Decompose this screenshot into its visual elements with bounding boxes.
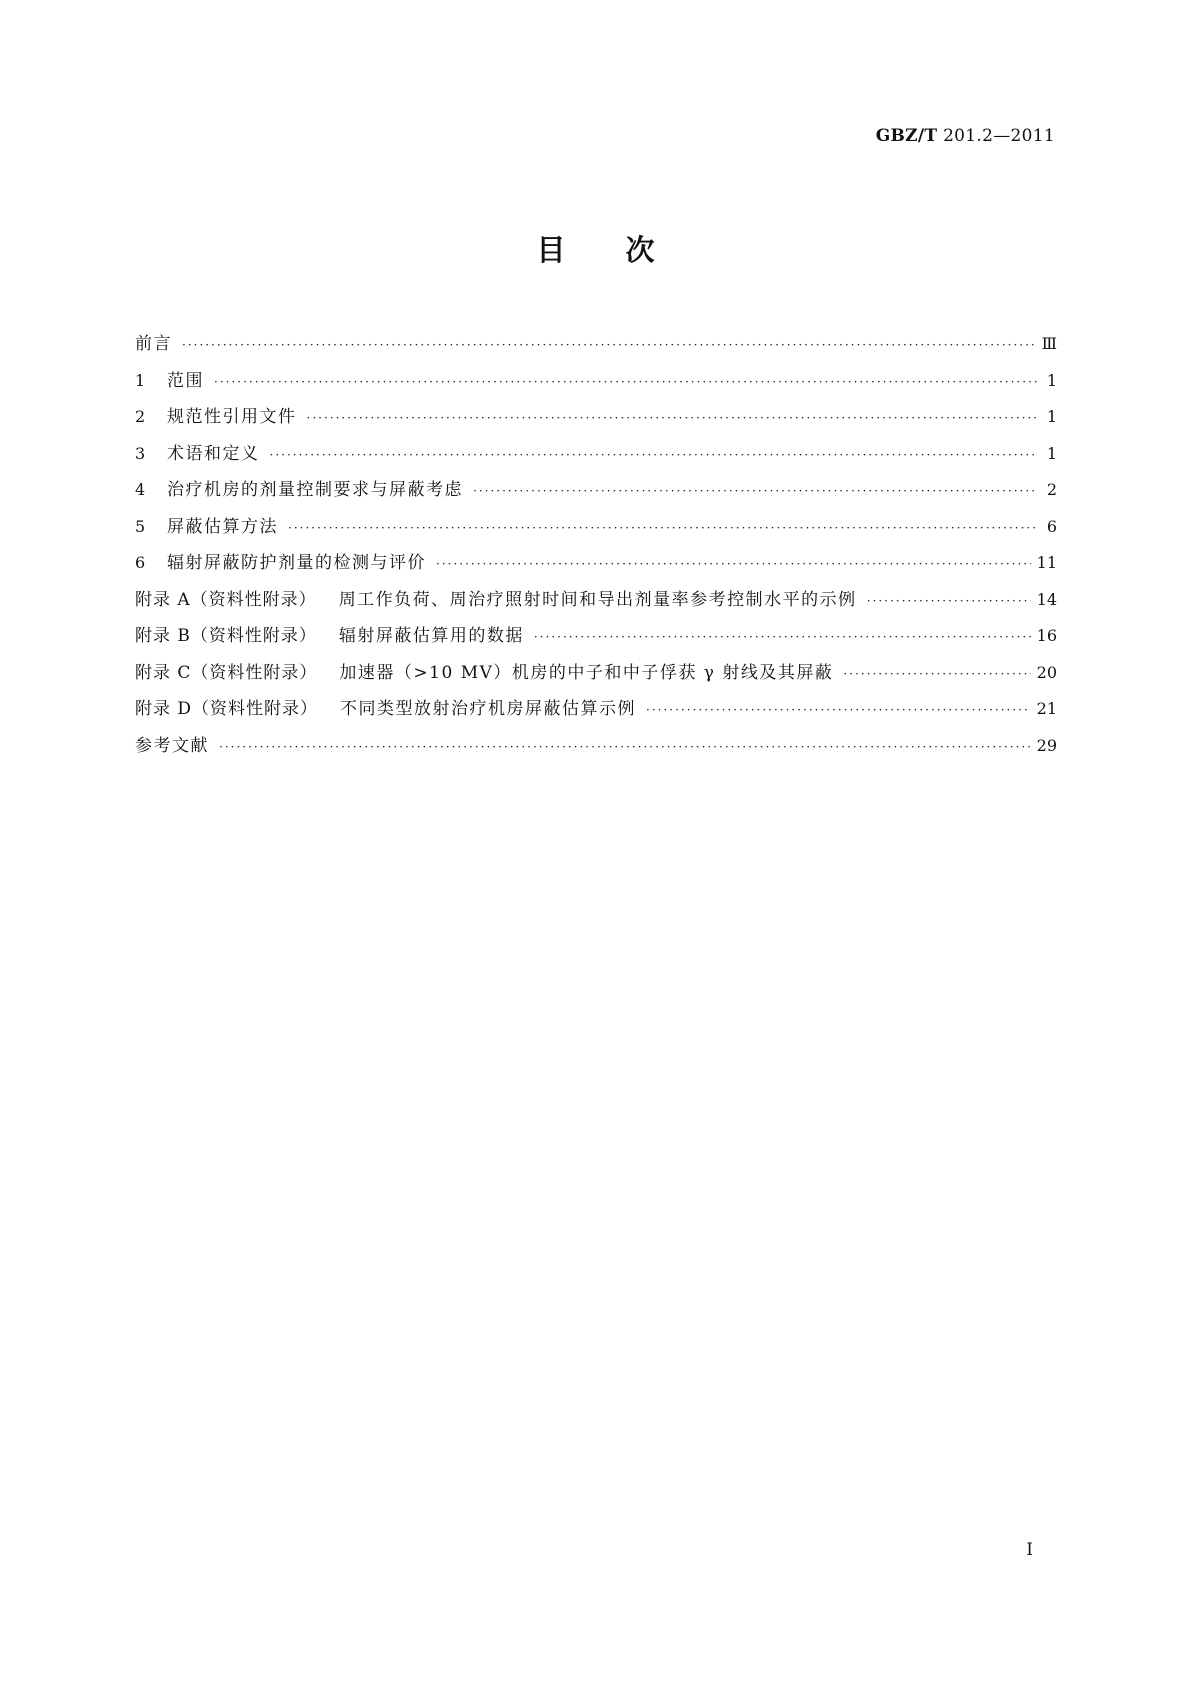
toc-entry-page: 14 — [1036, 589, 1057, 609]
toc-entry-title — [135, 691, 636, 728]
toc-entry-page: Ⅲ — [1041, 334, 1057, 353]
toc-entry-title — [135, 655, 833, 692]
standard-code-number: 201.2—2011 — [943, 126, 1055, 146]
toc-leader-dots — [270, 437, 1038, 474]
toc-entry-title — [135, 618, 524, 655]
toc-entry-number: 4 — [135, 480, 146, 499]
toc-leader-dots — [843, 656, 1030, 693]
toc-entry[interactable] — [135, 618, 1057, 655]
toc-leader-dots — [473, 473, 1037, 510]
toc-entry[interactable] — [135, 363, 1057, 400]
toc-entry-title: 前言 — [135, 334, 172, 354]
toc-entry-number: 1 — [135, 370, 146, 390]
toc-title: 目次 — [536, 233, 715, 267]
toc-appendix-title: 辐射屏蔽估算用的数据 — [338, 626, 524, 646]
page-number: I — [1026, 1540, 1033, 1560]
toc-entry[interactable] — [135, 326, 1057, 363]
toc-entry-title: 治疗机房的剂量控制要求与屏蔽考虑 — [167, 480, 463, 500]
toc-entry-page: 1 — [1046, 443, 1057, 463]
toc-entry[interactable] — [135, 728, 1057, 765]
toc-leader-dots — [867, 583, 1031, 620]
table-of-contents — [135, 326, 1057, 764]
toc-entry[interactable] — [135, 472, 1057, 509]
toc-entry[interactable] — [135, 509, 1057, 546]
toc-entry-title: 参考文献 — [135, 735, 209, 756]
toc-entry[interactable] — [135, 582, 1057, 619]
toc-leader-dots — [534, 619, 1031, 656]
toc-entry-number: 2 — [135, 407, 146, 426]
toc-leader-dots — [436, 546, 1031, 583]
toc-entry-number: 6 — [135, 553, 146, 572]
toc-entry[interactable] — [135, 436, 1057, 473]
toc-appendix-label: 附录 A（资料性附录） — [135, 589, 317, 610]
toc-leader-dots — [214, 364, 1037, 401]
toc-entry-page: 20 — [1036, 662, 1057, 682]
toc-entry[interactable] — [135, 399, 1057, 436]
toc-leader-dots — [646, 692, 1031, 729]
toc-entry-title — [135, 582, 857, 619]
toc-entry-page: 16 — [1036, 626, 1057, 645]
toc-leader-dots — [307, 400, 1038, 437]
toc-appendix-label: 附录 C（资料性附录） — [135, 662, 318, 683]
toc-appendix-title: 周工作负荷、周治疗照射时间和导出剂量率参考控制水平的示例 — [338, 589, 857, 610]
toc-appendix-label: 附录 D（资料性附录） — [135, 699, 319, 719]
toc-entry-title: 辐射屏蔽防护剂量的检测与评价 — [167, 553, 426, 573]
toc-entry[interactable] — [135, 655, 1057, 692]
toc-entry-page: 1 — [1046, 370, 1057, 390]
toc-entry-page: 21 — [1036, 699, 1057, 718]
toc-entry-page: 2 — [1046, 480, 1057, 499]
toc-entry-title: 规范性引用文件 — [167, 407, 297, 427]
toc-entry-number: 5 — [135, 516, 146, 536]
toc-entry-page: 1 — [1046, 407, 1057, 426]
toc-entry[interactable] — [135, 691, 1057, 728]
toc-entry-page: 29 — [1036, 735, 1057, 755]
standard-code — [876, 126, 1055, 146]
toc-entry-number: 3 — [135, 443, 146, 463]
toc-leader-dots — [288, 510, 1037, 547]
toc-leader-dots — [182, 327, 1036, 364]
toc-entry-page: 6 — [1046, 516, 1057, 536]
toc-entry-title: 范围 — [167, 370, 204, 391]
toc-appendix-title: 加速器（>10 MV）机房的中子和中子俘获 γ 射线及其屏蔽 — [339, 662, 834, 683]
toc-entry-title: 屏蔽估算方法 — [167, 516, 278, 537]
toc-entry[interactable] — [135, 545, 1057, 582]
standard-code-prefix: GBZ/T — [875, 126, 938, 146]
toc-entry-page: 11 — [1036, 553, 1057, 572]
toc-entry-title: 术语和定义 — [167, 443, 260, 464]
toc-leader-dots — [219, 729, 1031, 766]
toc-appendix-title: 不同类型放射治疗机房屏蔽估算示例 — [340, 699, 637, 719]
toc-appendix-label: 附录 B（资料性附录） — [135, 626, 317, 646]
